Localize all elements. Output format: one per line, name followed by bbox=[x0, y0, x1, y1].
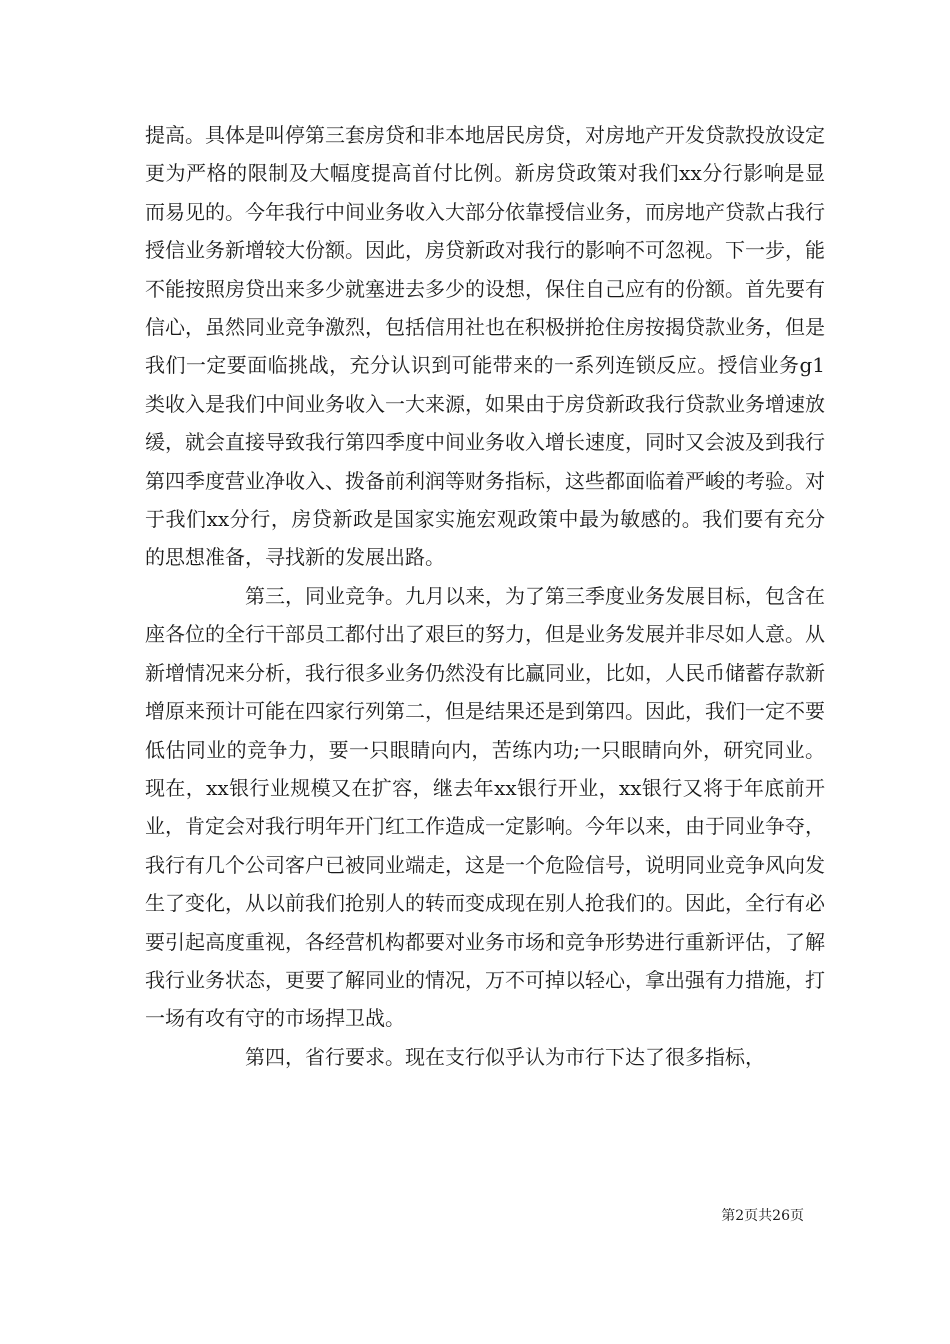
page-number-footer: 第2页共26页 bbox=[721, 1208, 804, 1224]
document-body bbox=[145, 116, 825, 1076]
paragraph-provincial-requirements: 第四，省行要求。现在支行似乎认为市行下达了很多指标， bbox=[245, 1044, 765, 1069]
paragraph-peer-competition: 第三，同业竞争。九月以来，为了第三季度业务发展目标，包含在座各位的全行干部员工都付出了艰巨的努力，但是业务发展并非尽如人意。从新增情况来分析，我行很多业务仍然没有比赢同业，比如，人民币储蓄存款新增原来预计可能在四家行列第二，但是结果还是到第四。因此，我们一定不要低估同业的竞争力，要一只眼睛向内，苦练内功;一只眼睛向外，研究同业。现在，xx银行业规模又在扩容，继去年xx银行开业，xx银行又将于年底前开业，肯定会对我行明年开门红工作造成一定影响。今年以来，由于同业争夺，我行有几个公司客户已被同业端走，这是一个危险信号，说明同业竞争风向发生了变化，从以前我们抢别人的转而变成现在别人抢我们的。因此，全行有必要引起高度重视，各经营机构都要对业务市场和竞争形势进行重新评估，了解我行业务状态，更要了解同业的情况，万不可掉以轻心，拿出强有力措施，打一场有攻有守的市场捍卫战。 bbox=[145, 583, 825, 1031]
paragraph-housing-loan-policy: 提高。具体是叫停第三套房贷和非本地居民房贷，对房地产开发贷款投放设定更为严格的限制及大幅度提高首付比例。新房贷政策对我们xx分行影响是显而易见的。今年我行中间业务收入大部分依靠授信业务，而房地产贷款占我行授信业务新增较大份额。因此，房贷新政对我行的影响不可忽视。下一步，能不能按照房贷出来多少就塞进去多少的设想，保住自己应有的份额。首先要有信心，虽然同业竞争激烈，包括信用社也在积极拼抢住房按揭贷款业务，但是我们一定要面临挑战，充分认识到可能带来的一系列连锁反应。授信业务g1类收入是我们中间业务收入一大来源，如果由于房贷新政我行贷款业务增速放缓，就会直接导致我行第四季度中间业务收入增长速度，同时又会波及到我行第四季度营业净收入、拨备前利润等财务指标，这些都面临着严峻的考验。对于我们xx分行，房贷新政是国家实施宏观政策中最为敏感的。我们要有充分的思想准备，寻找新的发展出路。 bbox=[145, 123, 825, 570]
